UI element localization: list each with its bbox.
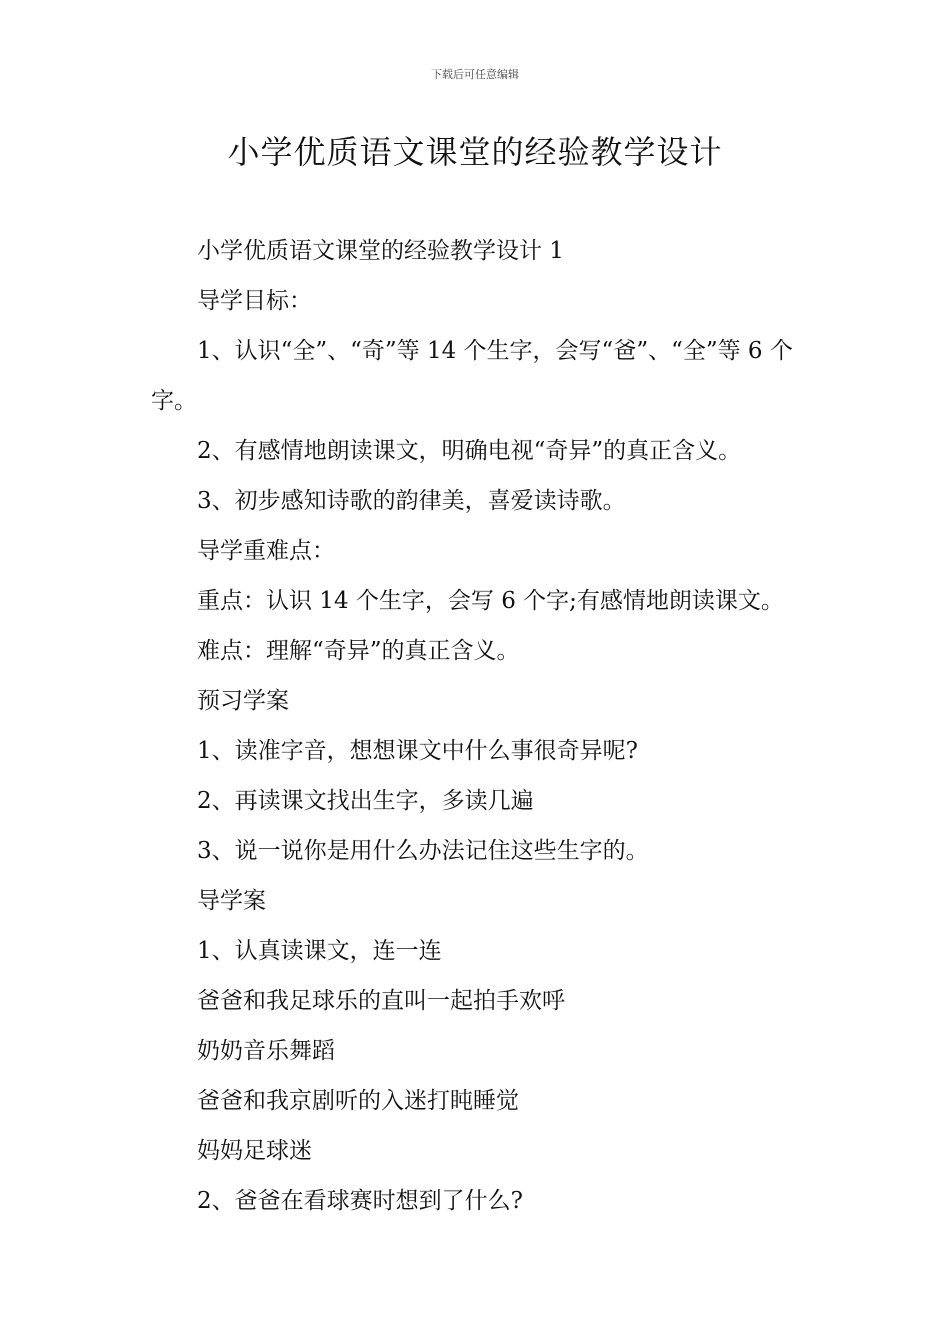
paragraph-match-line-4: 妈妈足球迷 [197,1138,312,1164]
paragraph-key-point: 重点：认识 14 个生字，会写 6 个字;有感情地朗读课文。 [197,588,784,614]
paragraph-section-heading: 小学优质语文课堂的经验教学设计 1 [197,238,564,264]
paragraph-preview-1: 1、读准字音，想想课文中什么事很奇异呢? [197,738,638,764]
paragraph-preview-2: 2、再读课文找出生字，多读几遍 [197,788,534,814]
paragraph-guide-1: 1、认真读课文，连一连 [197,938,442,964]
document-body [151,226,821,1226]
header-note: 下载后可任意编辑 [431,68,519,81]
paragraph-goal-3: 3、初步感知诗歌的韵律美，喜爱读诗歌。 [197,488,626,514]
paragraph-preview-3: 3、说一说你是用什么办法记住这些生字的。 [197,838,649,864]
paragraph-goals-heading: 导学目标： [197,288,312,314]
paragraph-match-line-2: 奶奶音乐舞蹈 [197,1038,335,1064]
paragraph-match-line-1: 爸爸和我足球乐的直叫一起拍手欢呼 [197,988,565,1014]
paragraph-preview-heading: 预习学案 [197,688,289,714]
paragraph-difficult-point: 难点：理解“奇异”的真正含义。 [197,638,520,664]
paragraph-guide-heading: 导学案 [197,888,266,914]
paragraph-guide-2: 2、爸爸在看球赛时想到了什么? [197,1188,523,1214]
document-title: 小学优质语文课堂的经验教学设计 [227,133,723,171]
paragraph-goal-1: 1、认识“全”、“奇”等 14 个生字，会写“爸”、“全”等 6 个字。 [151,338,793,414]
paragraph-key-points-heading: 导学重难点： [197,538,335,564]
paragraph-goal-2: 2、有感情地朗读课文，明确电视“奇异”的真正含义。 [197,438,742,464]
paragraph-match-line-3: 爸爸和我京剧听的入迷打盹睡觉 [197,1088,519,1114]
